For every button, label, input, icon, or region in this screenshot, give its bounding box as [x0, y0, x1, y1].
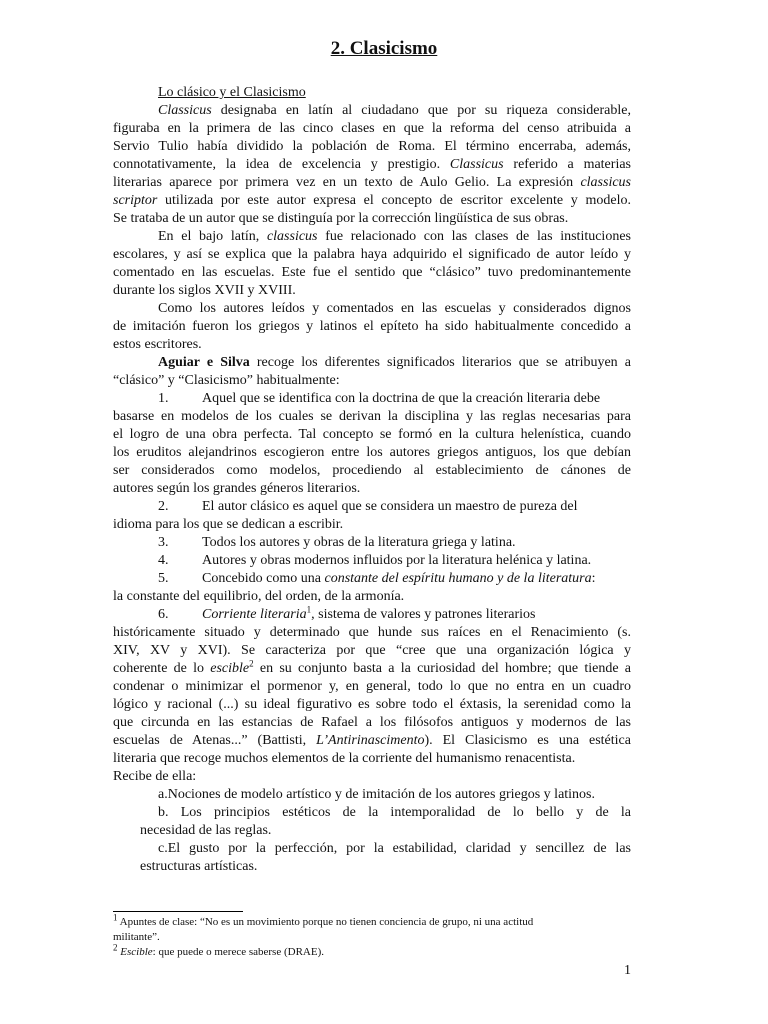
- paragraph-4-line-2: “clásico” y “Clasicismo” habitualmente:: [113, 373, 340, 388]
- list-item-1-line-2: basarse en modelos de los cuales se derivan la disciplina y las reglas necesarias para: [113, 409, 631, 424]
- paragraph-3-line-1: Como los autores leídos y comentados en las escuelas y considerados dignos: [158, 301, 631, 316]
- list-item-4: 4. Autores y obras modernos influidos por la literatura helénica y latina.: [158, 553, 592, 568]
- paragraph-3-line-3: estos escritores.: [113, 337, 202, 352]
- list-item-1-line-3: el logro de una obra perfecta. Tal concepto se formó en la cultura helenística, cuando: [113, 427, 631, 442]
- list-item-6-line-7: que circunda en las estancias de Rafael a los filósofos antiguos y modernos de las: [113, 715, 631, 730]
- sub-item-b-line-2: necesidad de las reglas.: [140, 823, 272, 838]
- list-item-6-line-4: coherente de lo escible$^2$ en su conjunto basta a la curiosidad del hombre; que tiende a: [113, 658, 631, 676]
- paragraph-1-line-1: Classicus designaba en latín al ciudadano que por su riqueza considerable,: [158, 103, 631, 118]
- list-item-6-line-3: XIV, XV y XVI). Se caracteriza por que “cree que una organización lógica y: [113, 643, 631, 658]
- paragraph-1-line-4: connotativamente, la idea de excelencia y prestigio. Classicus referido a materias: [113, 157, 631, 172]
- section-subheading: Lo clásico y el Clasicismo: [158, 85, 306, 100]
- footnote-ref-2: 2: [249, 658, 254, 669]
- list-item-3: 3. Todos los autores y obras de la literatura griega y latina.: [158, 535, 516, 550]
- list-item-1-line-6: autores según los grandes géneros literarios.: [113, 481, 361, 496]
- paragraph-4-line-1: Aguiar e Silva recoge los diferentes significados literarios que se atribuyen a: [158, 355, 631, 370]
- sub-item-b-line-1: b. Los principios estéticos de la intemporalidad de lo bello y de la: [158, 805, 631, 820]
- paragraph-2-line-2: escolares, y así se explica que la palabra haya adquirido el significado de autor leído y: [113, 247, 631, 262]
- footnote-1-line-1: $^1$ Apuntes de clase: “No es un movimiento porque no tienen conciencia de grupo, ni una actitud: [113, 912, 534, 928]
- footnote-1-line-2: militante”.: [113, 931, 160, 943]
- paragraph-1-line-7: Se trataba de un autor que se distinguía por la corrección lingüística de sus obras.: [113, 211, 569, 226]
- list-item-5-line-1: 5. Concebido como una constante del espíritu humano y de la literatura:: [158, 571, 596, 586]
- page-number: 1: [624, 963, 631, 978]
- list-item-6-line-8: escuelas de Atenas...” (Battisti, L’Antirinascimento). El Clasicismo es una estética: [113, 733, 631, 748]
- paragraph-1-line-6: scriptor utilizada por este autor expresa el concepto de escritor excelente y modelo.: [113, 193, 631, 208]
- footnote-ref-1: 1: [306, 604, 312, 615]
- page-title: 2. Clasicismo: [330, 38, 438, 59]
- paragraph-2-line-1: En el bajo latín, classicus fue relacionado con las clases de las instituciones: [158, 229, 631, 244]
- paragraph-1-line-5: literarias aparece por primera vez en un texto de Aulo Gelio. La expresión classicus: [113, 175, 631, 190]
- paragraph-2-line-4: durante los siglos XVII y XVIII.: [113, 283, 296, 298]
- list-item-2-line-2: idioma para los que se dedican a escribir.: [113, 517, 344, 532]
- list-item-1-line-4: los eruditos alejandrinos escogieron entre los autores griegos antiguos, los que debían: [113, 445, 631, 460]
- sub-item-a: a.Nociones de modelo artístico y de imitación de los autores griegos y latinos.: [158, 787, 596, 802]
- paragraph-1-line-3: Servio Tulio había dividido la población de Roma. El término encerraba, además,: [113, 139, 631, 154]
- list-item-6-line-6: lógico y racional (...) su ideal figurativo es sobre todo el éxtasis, la serenidad como la: [113, 697, 631, 712]
- list-item-6-line-5: condenar o minimizar el pormenor y, en general, todo lo que no entra en un cuadro: [113, 679, 631, 694]
- paragraph-2-line-3: comentado en las escuelas. Este fue el sentido que “clásico” tuvo predominantemente: [113, 265, 631, 280]
- list-item-6-line-9: literaria que recoge muchos elementos de la corriente del humanismo renacentista.: [113, 751, 576, 766]
- paragraph-3-line-2: de imitación fueron los griegos y latinos el epíteto ha sido habitualmente concedido a: [113, 319, 631, 334]
- footnote-separator: [113, 911, 243, 912]
- list-item-1-line-5: ser considerados como modelos, procediendo al establecimiento de cánones de: [113, 463, 631, 478]
- sub-item-c-line-2: estructuras artísticas.: [140, 859, 258, 874]
- sub-item-c-line-1: c.El gusto por la perfección, por la estabilidad, claridad y sencillez de las: [158, 841, 631, 856]
- list-item-1-line-1: 1. Aquel que se identifica con la doctrina de que la creación literaria debe: [158, 391, 601, 406]
- list-item-2-line-1: 2. El autor clásico es aquel que se considera un maestro de pureza del: [158, 499, 578, 514]
- paragraph-1-line-2: figuraba en la primera de las cinco clases en que la reforma del censo atribuida a: [113, 121, 631, 136]
- list-item-6-line-2: históricamente situado y determinado que hunde sus raíces en el Renacimiento (s.: [113, 625, 631, 640]
- list-item-6-line-10: Recibe de ella:: [113, 769, 197, 784]
- list-item-6-line-1: 6. Corriente literaria$^1$, sistema de valores y patrones literarios: [158, 604, 536, 622]
- list-item-5-line-2: la constante del equilibrio, del orden, de la armonía.: [113, 589, 405, 604]
- footnote-2: $^2$ Escible: que puede o merece saberse (DRAE).: [113, 942, 324, 958]
